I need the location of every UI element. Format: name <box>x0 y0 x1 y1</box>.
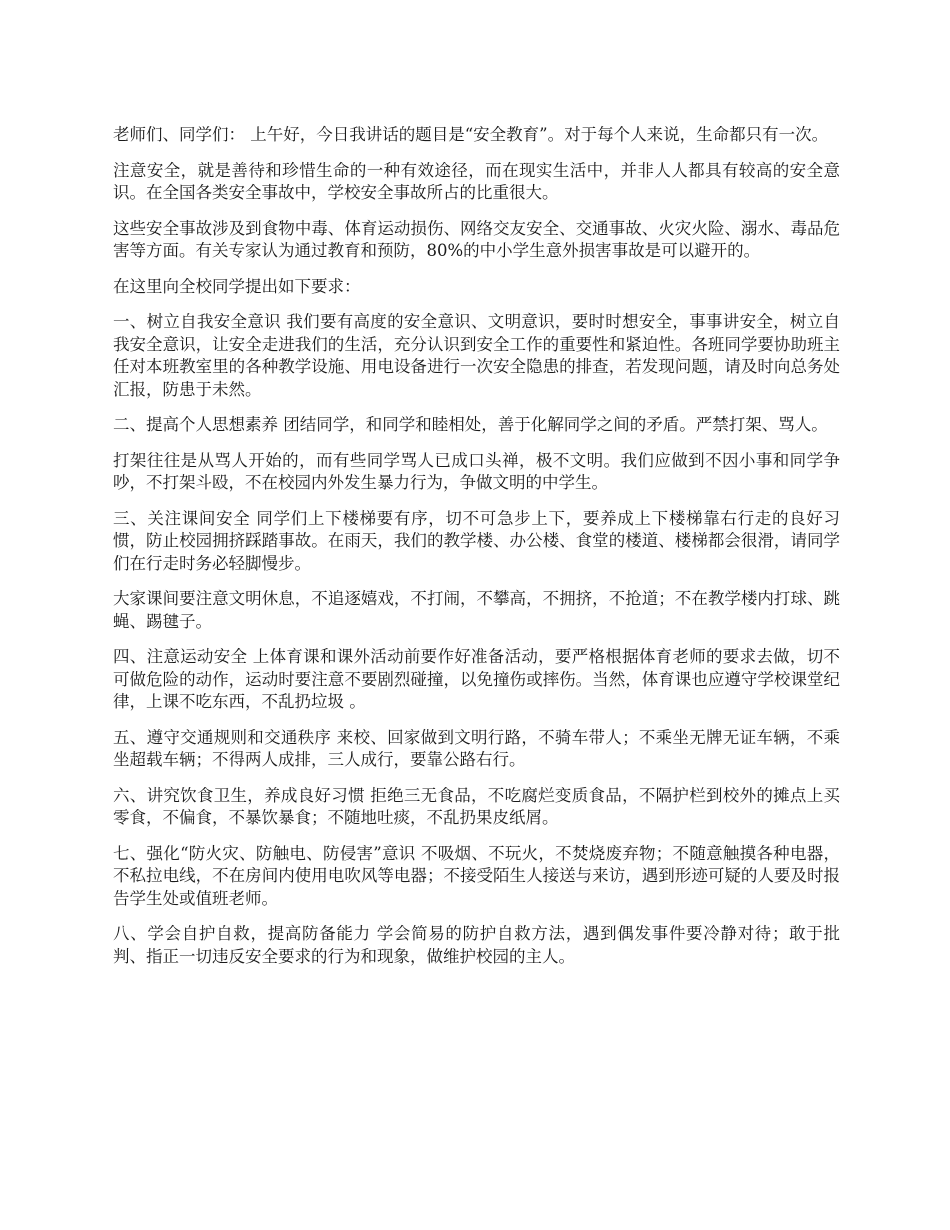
paragraph-item-2: 二、提高个人思想素养 团结同学，和同学和睦相处，善于化解同学之间的矛盾。严禁打架、骂人。 <box>113 415 828 434</box>
paragraph-item-3-detail: 大家课间要注意文明休息，不追逐嬉戏，不打闹，不攀高，不拥挤，不抢道；不在教学楼内打球、跳蝇、踢毽子。 <box>113 589 840 631</box>
document-body <box>113 124 840 981</box>
paragraph-intro: 注意安全，就是善待和珍惜生命的一种有效途径，而在现实生活中，并非人人都具有较高的安全意识。在全国各类安全事故中，学校安全事故所占的比重很大。 <box>113 160 840 202</box>
paragraph-requirements-lead: 在这里向全校同学提出如下要求： <box>113 276 361 296</box>
paragraph-item-5: 五、遵守交通规则和交通秩序 来校、回家做到文明行路，不骑车带人；不乘坐无牌无证车辆，不乘坐超载车辆；不得两人成排，三人成行，要靠公路右行。 <box>113 727 840 769</box>
paragraph-item-4: 四、注意运动安全 上体育课和课外活动前要作好准备活动，要严格根据体育老师的要求去做，切不可做危险的动作，运动时要注意不要剧烈碰撞，以免撞伤或摔伤。当然，体育课也应遵守学校课堂纪律，上课不吃东西，不乱扔垃圾 。 <box>113 647 840 711</box>
paragraph-accident-types: 这些安全事故涉及到食物中毒、体育运动损伤、网络交友安全、交通事故、火灾火险、溺水、毒品危害等方面。有关专家认为通过教育和预防，80%的中小学生意外损害事故是可以避开的。 <box>113 218 840 260</box>
paragraph-item-2-detail: 打架往往是从骂人开始的，而有些同学骂人已成口头禅，极不文明。我们应做到不因小事和同学争吵，不打架斗殴，不在校园内外发生暴力行为，争做文明的中学生。 <box>113 450 840 492</box>
paragraph-item-7: 七、强化“防火灾、防触电、防侵害”意识 不吸烟、不玩火，不焚烧废弃物；不随意触摸各种电器，不私拉电线，不在房间内使用电吹风等电器；不接受陌生人接送与来访，遇到形迹可疑的人要及时报告学生处或值班老师。 <box>113 843 840 908</box>
paragraph-greeting: 老师们、同学们： 上午好，今日我讲话的题目是“安全教育”。对于每个人来说，生命都只有一次。 <box>113 125 829 144</box>
paragraph-item-8: 八、学会自护自救，提高防备能力 学会简易的防护自救方法，遇到偶发事件要冷静对待；敢于批判、指正一切违反安全要求的行为和现象，做维护校园的主人。 <box>113 924 840 966</box>
paragraph-item-1: 一、树立自我安全意识 我们要有高度的安全意识、文明意识，要时时想安全，事事讲安全，树立自我安全意识，让安全走进我们的生活，充分认识到安全工作的重要性和紧迫性。各班同学要协助班主任对本班教室里的各种教学设施、用电设备进行一次安全隐患的排查，若发现问题，请及时向总务处汇报，防患于未然。 <box>113 312 840 399</box>
paragraph-item-6: 六、讲究饮食卫生，养成良好习惯 拒绝三无食品，不吃腐烂变质食品，不隔护栏到校外的摊点上买零食，不偏食，不暴饮暴食；不随地吐痰，不乱扔果皮纸屑。 <box>113 785 840 827</box>
paragraph-item-3: 三、关注课间安全 同学们上下楼梯要有序，切不可急步上下，要养成上下楼梯靠右行走的良好习惯，防止校园拥挤踩踏事故。在雨天，我们的教学楼、办公楼、食堂的楼道、楼梯都会很滑，请同学们在行走时务必轻脚慢步。 <box>113 508 840 573</box>
